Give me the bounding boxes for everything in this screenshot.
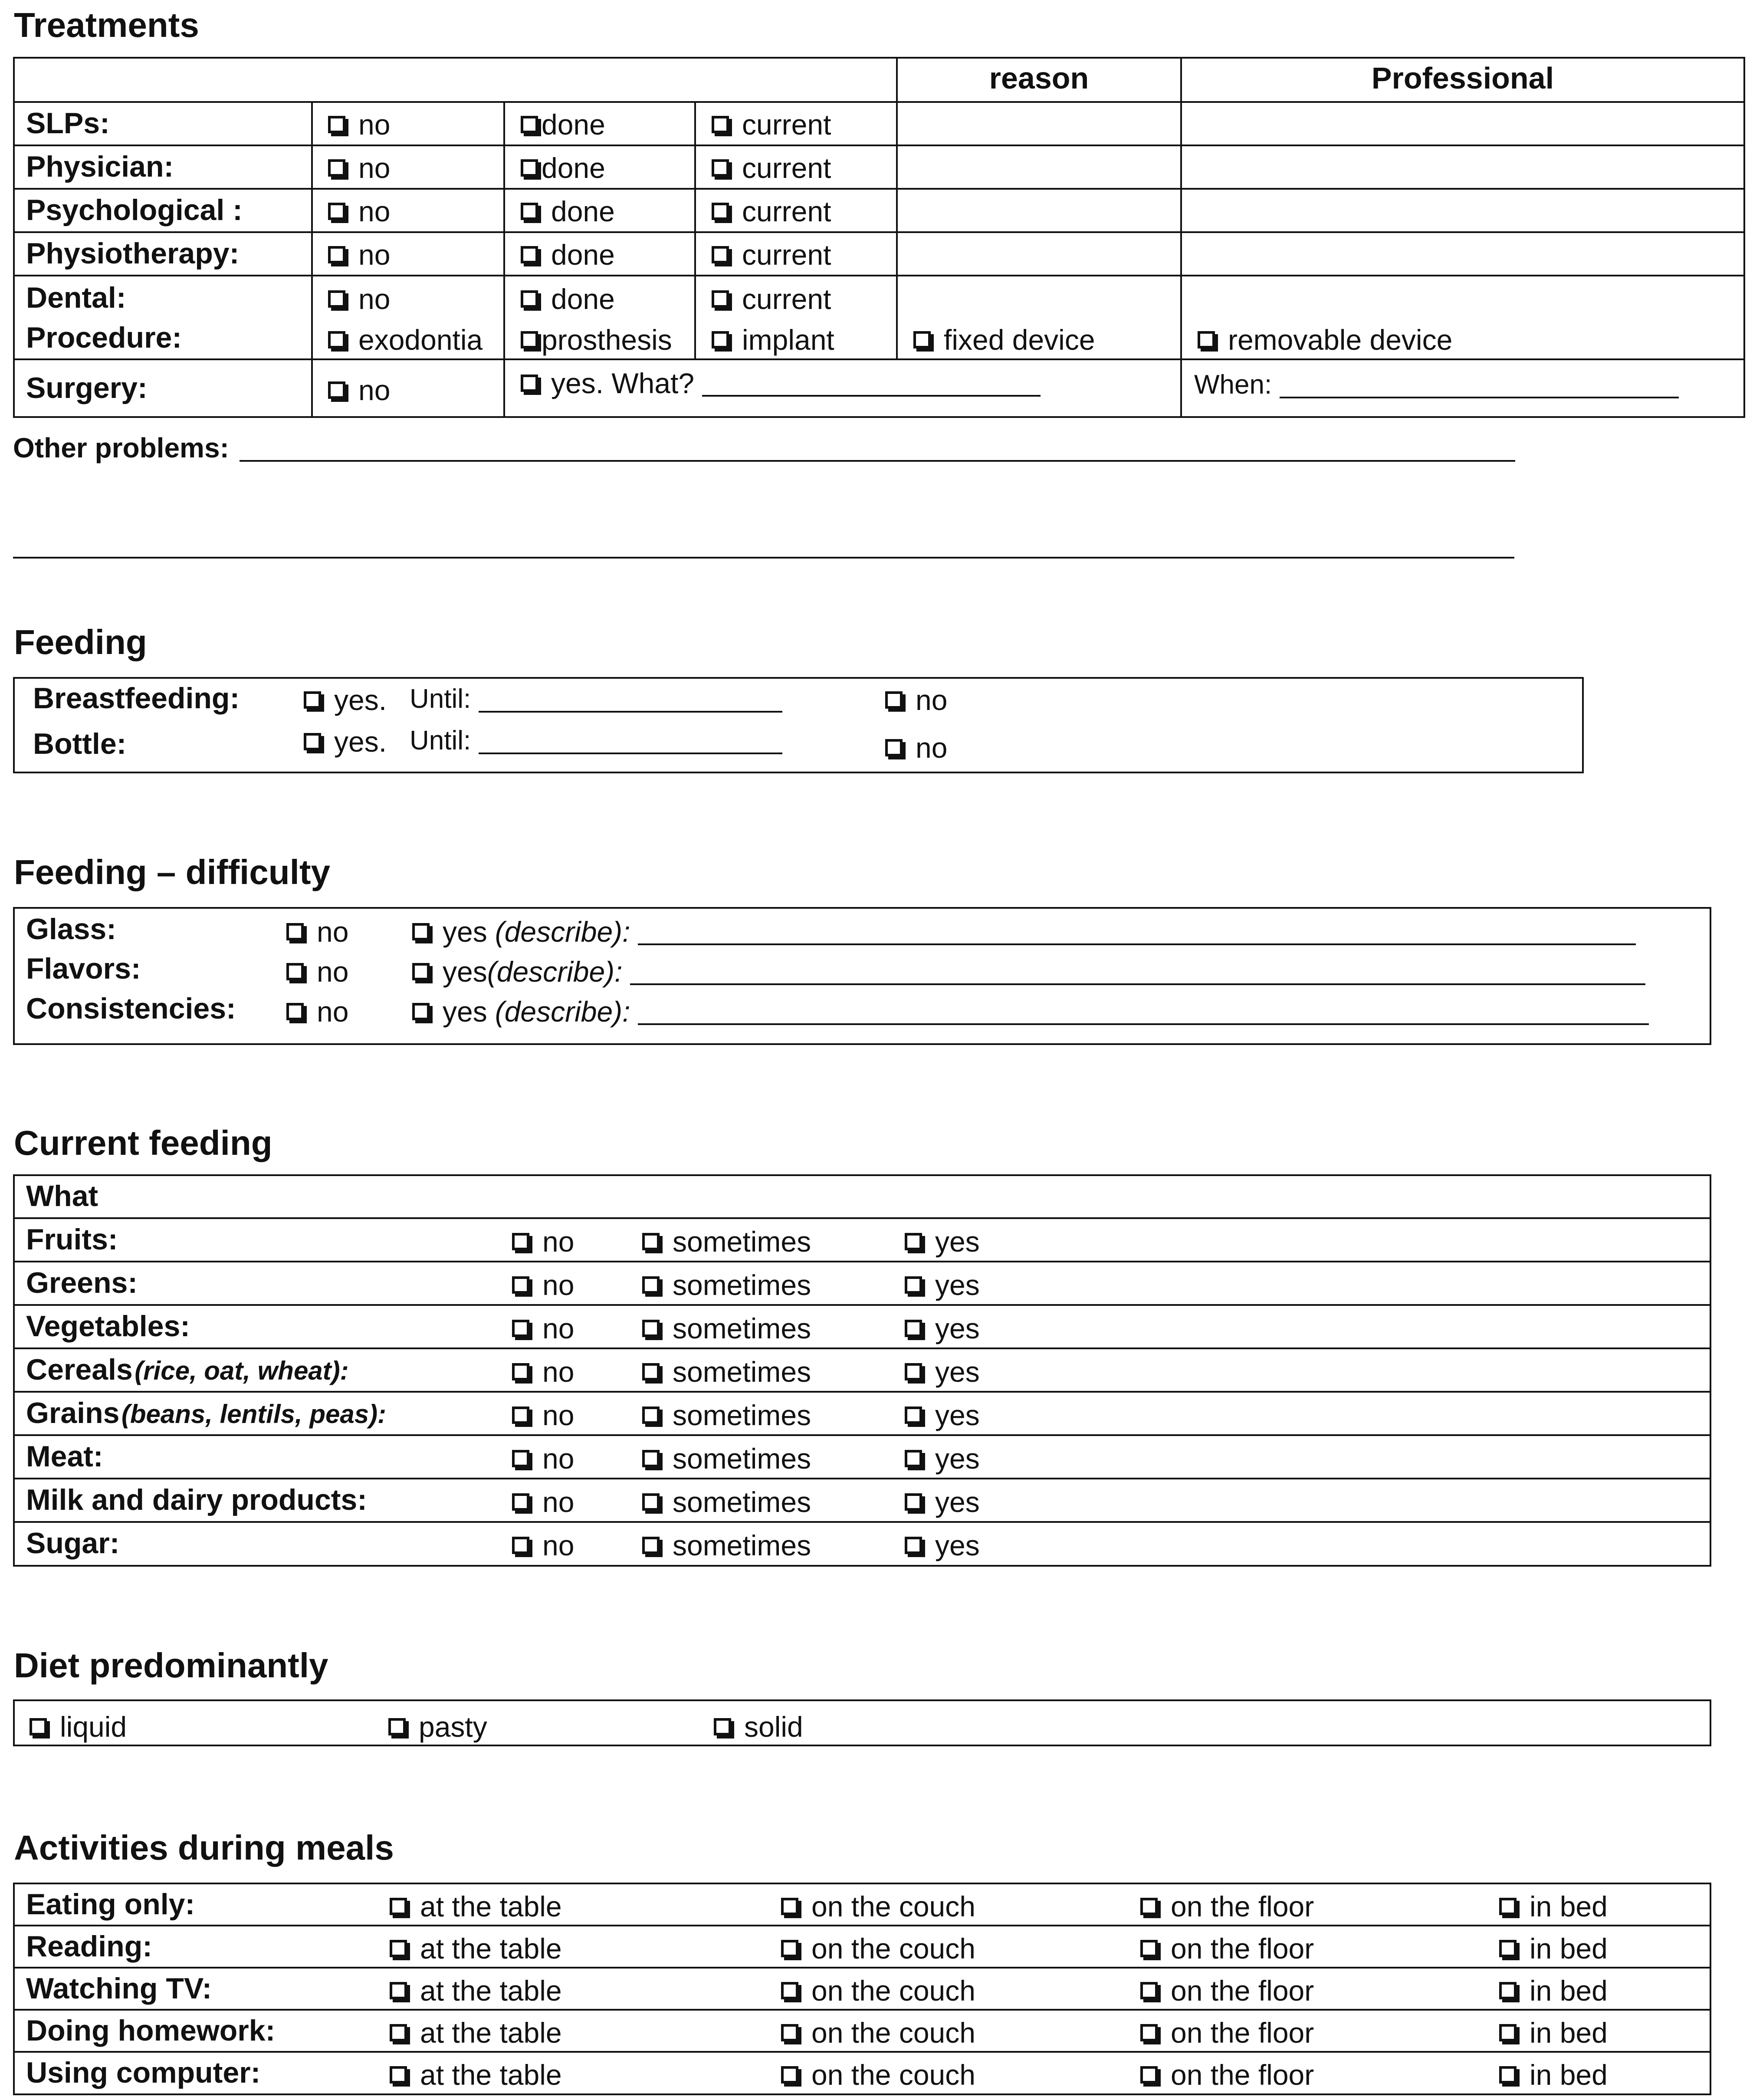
glass-describe-field[interactable] (638, 918, 1636, 945)
glass-no-option[interactable]: no (286, 917, 348, 946)
breastfeeding-until-field[interactable] (479, 686, 782, 713)
checkbox-icon[interactable] (521, 159, 538, 177)
physician-done-option[interactable]: done (521, 154, 605, 182)
checkbox-icon[interactable] (390, 2024, 407, 2041)
checkbox-icon[interactable] (905, 1276, 922, 1294)
diet-heading: Diet predominantly (14, 1646, 328, 1685)
checkbox-icon[interactable] (642, 1450, 660, 1467)
feeding-box (13, 677, 1584, 773)
dental-no-option[interactable]: no (328, 285, 390, 313)
consistencies-describe-field[interactable] (638, 998, 1649, 1025)
activities-heading: Activities during meals (14, 1828, 394, 1867)
checkbox-icon[interactable] (512, 1276, 529, 1294)
checkbox-icon[interactable] (1140, 2024, 1158, 2041)
fruits-yes-option[interactable]: yes (905, 1227, 980, 1256)
checkbox-icon[interactable] (642, 1537, 660, 1554)
surgery-when: When: (1194, 371, 1679, 398)
dental-label: Dental: (26, 281, 126, 314)
checkbox-icon[interactable] (328, 331, 345, 348)
flavors-no-option[interactable]: no (286, 957, 348, 986)
checkbox-icon[interactable] (512, 1407, 529, 1424)
milk-dairy-no-option[interactable]: no (512, 1488, 574, 1516)
flavors-describe-field[interactable] (630, 958, 1645, 985)
bottle-until-field[interactable] (479, 727, 782, 754)
checkbox-icon[interactable] (390, 1982, 407, 1999)
grains-no-option[interactable]: no (512, 1401, 574, 1430)
bottle-label: Bottle: (33, 727, 127, 760)
checkbox-icon[interactable] (712, 116, 729, 133)
checkbox-icon[interactable] (512, 1320, 529, 1337)
slps-current-option[interactable]: current (712, 110, 831, 139)
checkbox-icon[interactable] (712, 203, 729, 220)
checkbox-icon[interactable] (1499, 1982, 1517, 1999)
checkbox-icon[interactable] (304, 733, 321, 750)
checkbox-icon[interactable] (1140, 1982, 1158, 1999)
checkbox-icon[interactable] (286, 923, 304, 940)
eating-only-bed-option[interactable]: in bed (1499, 1892, 1608, 1921)
checkbox-icon[interactable] (913, 331, 931, 348)
checkbox-icon[interactable] (714, 1718, 731, 1735)
bottle-yes-option[interactable]: yes. (304, 727, 387, 756)
physiotherapy-current-option[interactable]: current (712, 240, 831, 269)
checkbox-icon[interactable] (286, 1003, 304, 1020)
reason-column-header: reason (989, 61, 1089, 95)
fruits-sometimes-option[interactable]: sometimes (642, 1227, 811, 1256)
dental-current-option[interactable]: current (712, 285, 831, 313)
sugar-yes-option[interactable]: yes (905, 1531, 980, 1560)
checkbox-icon[interactable] (712, 331, 729, 348)
checkbox-icon[interactable] (1499, 2066, 1517, 2084)
using-computer-couch-option[interactable]: on the couch (781, 2061, 975, 2089)
checkbox-icon[interactable] (412, 1003, 430, 1020)
checkbox-icon[interactable] (30, 1718, 47, 1735)
breastfeeding-label: Breastfeeding: (33, 682, 240, 715)
doing-homework-floor-option[interactable]: on the floor (1140, 2018, 1314, 2047)
surgery-no-option[interactable]: no (328, 376, 390, 404)
checkbox-icon[interactable] (521, 375, 538, 392)
physiotherapy-label: Physiotherapy: (26, 237, 240, 270)
checkbox-icon[interactable] (1499, 1898, 1517, 1915)
checkbox-icon[interactable] (642, 1493, 660, 1511)
checkbox-icon[interactable] (885, 691, 903, 709)
checkbox-icon[interactable] (905, 1493, 922, 1511)
psychological-label: Psychological : (26, 194, 243, 227)
greens-sometimes-option[interactable]: sometimes (642, 1271, 811, 1299)
surgery-when-field[interactable] (1280, 371, 1679, 398)
checkbox-icon[interactable] (328, 203, 345, 220)
checkbox-icon[interactable] (521, 246, 538, 263)
milk-dairy-yes-option[interactable]: yes (905, 1488, 980, 1516)
checkbox-icon[interactable] (1140, 1898, 1158, 1915)
meat-label: Meat: (26, 1440, 103, 1473)
breastfeeding-yes-option[interactable]: yes. (304, 686, 387, 714)
watching-tv-bed-option[interactable]: in bed (1499, 1976, 1608, 2005)
cereals-sometimes-option[interactable]: sometimes (642, 1357, 811, 1386)
feeding-difficulty-heading: Feeding – difficulty (14, 853, 330, 891)
reading-bed-option[interactable]: in bed (1499, 1934, 1608, 1963)
checkbox-icon[interactable] (512, 1537, 529, 1554)
eating-only-label: Eating only: (26, 1888, 195, 1921)
fruits-label: Fruits: (26, 1223, 118, 1256)
doing-homework-couch-option[interactable]: on the couch (781, 2018, 975, 2047)
cereals-no-option[interactable]: no (512, 1357, 574, 1386)
checkbox-icon[interactable] (512, 1233, 529, 1250)
milk-dairy-sometimes-option[interactable]: sometimes (642, 1488, 811, 1516)
using-computer-label: Using computer: (26, 2056, 261, 2089)
meat-no-option[interactable]: no (512, 1444, 574, 1473)
meat-yes-option[interactable]: yes (905, 1444, 980, 1473)
surgery-label: Surgery: (26, 371, 148, 404)
diet-liquid-option[interactable]: liquid (30, 1712, 127, 1741)
checkbox-icon[interactable] (328, 290, 345, 308)
reading-couch-option[interactable]: on the couch (781, 1934, 975, 1963)
checkbox-icon[interactable] (712, 246, 729, 263)
exodontia-option[interactable]: exodontia (328, 325, 483, 354)
checkbox-icon[interactable] (905, 1537, 922, 1554)
checkbox-icon[interactable] (781, 1982, 798, 1999)
checkbox-icon[interactable] (521, 290, 538, 308)
checkbox-icon[interactable] (512, 1493, 529, 1511)
milk-dairy-label: Milk and dairy products: (26, 1483, 367, 1516)
procedure-label: Procedure: (26, 321, 182, 354)
watching-tv-label: Watching TV: (26, 1972, 212, 2005)
checkbox-icon[interactable] (712, 159, 729, 177)
slps-label: SLPs: (26, 107, 110, 140)
physician-current-option[interactable]: current (712, 154, 831, 182)
surgery-yes-option[interactable]: yes. What? (521, 369, 1041, 398)
flavors-yes-option[interactable]: yes (describe): (412, 957, 1645, 986)
slps-done-option[interactable]: done (521, 110, 605, 139)
glass-yes-option[interactable]: yes (describe): (412, 917, 1636, 946)
checkbox-icon[interactable] (642, 1363, 660, 1380)
what-header: What (26, 1180, 98, 1213)
watching-tv-table-option[interactable]: at the table (390, 1976, 562, 2005)
eating-only-couch-option[interactable]: on the couch (781, 1892, 975, 1921)
reading-label: Reading: (26, 1930, 152, 1963)
grains-label: Grains (beans, lentils, peas): (26, 1397, 387, 1430)
sugar-sometimes-option[interactable]: sometimes (642, 1531, 811, 1560)
checkbox-icon[interactable] (1140, 2066, 1158, 2084)
checkbox-icon[interactable] (521, 331, 538, 348)
checkbox-icon[interactable] (388, 1718, 406, 1735)
checkbox-icon[interactable] (905, 1320, 922, 1337)
checkbox-icon[interactable] (412, 963, 430, 980)
greens-yes-option[interactable]: yes (905, 1271, 980, 1299)
feeding-heading: Feeding (14, 623, 147, 661)
checkbox-icon[interactable] (642, 1233, 660, 1250)
consistencies-label: Consistencies: (26, 992, 236, 1025)
checkbox-icon[interactable] (905, 1450, 922, 1467)
checkbox-icon[interactable] (781, 1940, 798, 1957)
checkbox-icon[interactable] (781, 2024, 798, 2041)
diet-solid-option[interactable]: solid (714, 1712, 803, 1741)
using-computer-floor-option[interactable]: on the floor (1140, 2061, 1314, 2089)
doing-homework-bed-option[interactable]: in bed (1499, 2018, 1608, 2047)
checkbox-icon[interactable] (390, 2066, 407, 2084)
grains-sometimes-option[interactable]: sometimes (642, 1401, 811, 1430)
checkbox-icon[interactable] (328, 381, 345, 399)
current-feeding-heading: Current feeding (14, 1124, 272, 1162)
checkbox-icon[interactable] (712, 290, 729, 308)
professional-column-header: Professional (1371, 61, 1554, 95)
checkbox-icon[interactable] (781, 1898, 798, 1915)
checkbox-icon[interactable] (1140, 1940, 1158, 1957)
checkbox-icon[interactable] (885, 739, 903, 756)
slps-no-option[interactable]: no (328, 110, 390, 139)
breastfeeding-until: Until: (410, 686, 782, 713)
other-problems-field-line-2[interactable] (13, 557, 1514, 559)
psychological-no-option[interactable]: no (328, 197, 390, 226)
checkbox-icon[interactable] (512, 1363, 529, 1380)
implant-option[interactable]: implant (712, 325, 834, 354)
bottle-until: Until: (410, 727, 782, 754)
sugar-no-option[interactable]: no (512, 1531, 574, 1560)
eating-only-table-option[interactable]: at the table (390, 1892, 562, 1921)
sugar-label: Sugar: (26, 1527, 120, 1560)
surgery-what-field[interactable] (702, 370, 1041, 397)
other-problems-field[interactable] (240, 435, 1515, 462)
checkbox-icon[interactable] (412, 923, 430, 940)
checkbox-icon[interactable] (328, 116, 345, 133)
checkbox-icon[interactable] (521, 116, 538, 133)
diet-box (13, 1699, 1711, 1746)
glass-label: Glass: (26, 913, 116, 946)
greens-no-option[interactable]: no (512, 1271, 574, 1299)
checkbox-icon[interactable] (642, 1276, 660, 1294)
watching-tv-couch-option[interactable]: on the couch (781, 1976, 975, 2005)
physiotherapy-no-option[interactable]: no (328, 240, 390, 269)
breastfeeding-no-option[interactable]: no (885, 686, 947, 714)
checkbox-icon[interactable] (512, 1450, 529, 1467)
diet-pasty-option[interactable]: pasty (388, 1712, 487, 1741)
checkbox-icon[interactable] (1499, 1940, 1517, 1957)
other-problems: Other problems: (13, 434, 1515, 462)
vegetables-label: Vegetables: (26, 1310, 190, 1343)
consistencies-no-option[interactable]: no (286, 997, 348, 1026)
vegetables-sometimes-option[interactable]: sometimes (642, 1314, 811, 1343)
fixed-device-option[interactable]: fixed device (913, 325, 1095, 354)
greens-label: Greens: (26, 1266, 138, 1299)
treatments-heading: Treatments (14, 6, 199, 44)
doing-homework-table-option[interactable]: at the table (390, 2018, 562, 2047)
checkbox-icon[interactable] (642, 1407, 660, 1424)
reading-floor-option[interactable]: on the floor (1140, 1934, 1314, 1963)
checkbox-icon[interactable] (905, 1233, 922, 1250)
checkbox-icon[interactable] (328, 159, 345, 177)
checkbox-icon[interactable] (521, 203, 538, 220)
flavors-label: Flavors: (26, 952, 141, 985)
grains-yes-option[interactable]: yes (905, 1401, 980, 1430)
prosthesis-option[interactable]: prosthesis (521, 325, 672, 354)
physician-label: Physician: (26, 150, 174, 183)
checkbox-icon[interactable] (390, 1898, 407, 1915)
fruits-no-option[interactable]: no (512, 1227, 574, 1256)
checkbox-icon[interactable] (905, 1407, 922, 1424)
watching-tv-floor-option[interactable]: on the floor (1140, 1976, 1314, 2005)
checkbox-icon[interactable] (1198, 331, 1215, 348)
using-computer-bed-option[interactable]: in bed (1499, 2061, 1608, 2089)
using-computer-table-option[interactable]: at the table (390, 2061, 562, 2089)
eating-only-floor-option[interactable]: on the floor (1140, 1892, 1314, 1921)
dental-done-option[interactable]: done (521, 285, 615, 313)
treatments-table (13, 57, 1745, 418)
checkbox-icon[interactable] (1499, 2024, 1517, 2041)
checkbox-icon[interactable] (781, 2066, 798, 2084)
vegetables-no-option[interactable]: no (512, 1314, 574, 1343)
checkbox-icon[interactable] (328, 246, 345, 263)
removable-device-option[interactable]: removable device (1198, 325, 1452, 354)
psychological-done-option[interactable]: done (521, 197, 615, 226)
cereals-yes-option[interactable]: yes (905, 1357, 980, 1386)
bottle-no-option[interactable]: no (885, 733, 947, 762)
cereals-label: Cereals (rice, oat, wheat): (26, 1353, 349, 1386)
checkbox-icon[interactable] (905, 1363, 922, 1380)
doing-homework-label: Doing homework: (26, 2014, 276, 2047)
checkbox-icon[interactable] (390, 1940, 407, 1957)
vegetables-yes-option[interactable]: yes (905, 1314, 980, 1343)
physiotherapy-done-option[interactable]: done (521, 240, 615, 269)
reading-table-option[interactable]: at the table (390, 1934, 562, 1963)
physician-no-option[interactable]: no (328, 154, 390, 182)
meat-sometimes-option[interactable]: sometimes (642, 1444, 811, 1473)
checkbox-icon[interactable] (642, 1320, 660, 1337)
checkbox-icon[interactable] (304, 691, 321, 709)
checkbox-icon[interactable] (286, 963, 304, 980)
psychological-current-option[interactable]: current (712, 197, 831, 226)
consistencies-yes-option[interactable]: yes (describe): (412, 997, 1649, 1026)
